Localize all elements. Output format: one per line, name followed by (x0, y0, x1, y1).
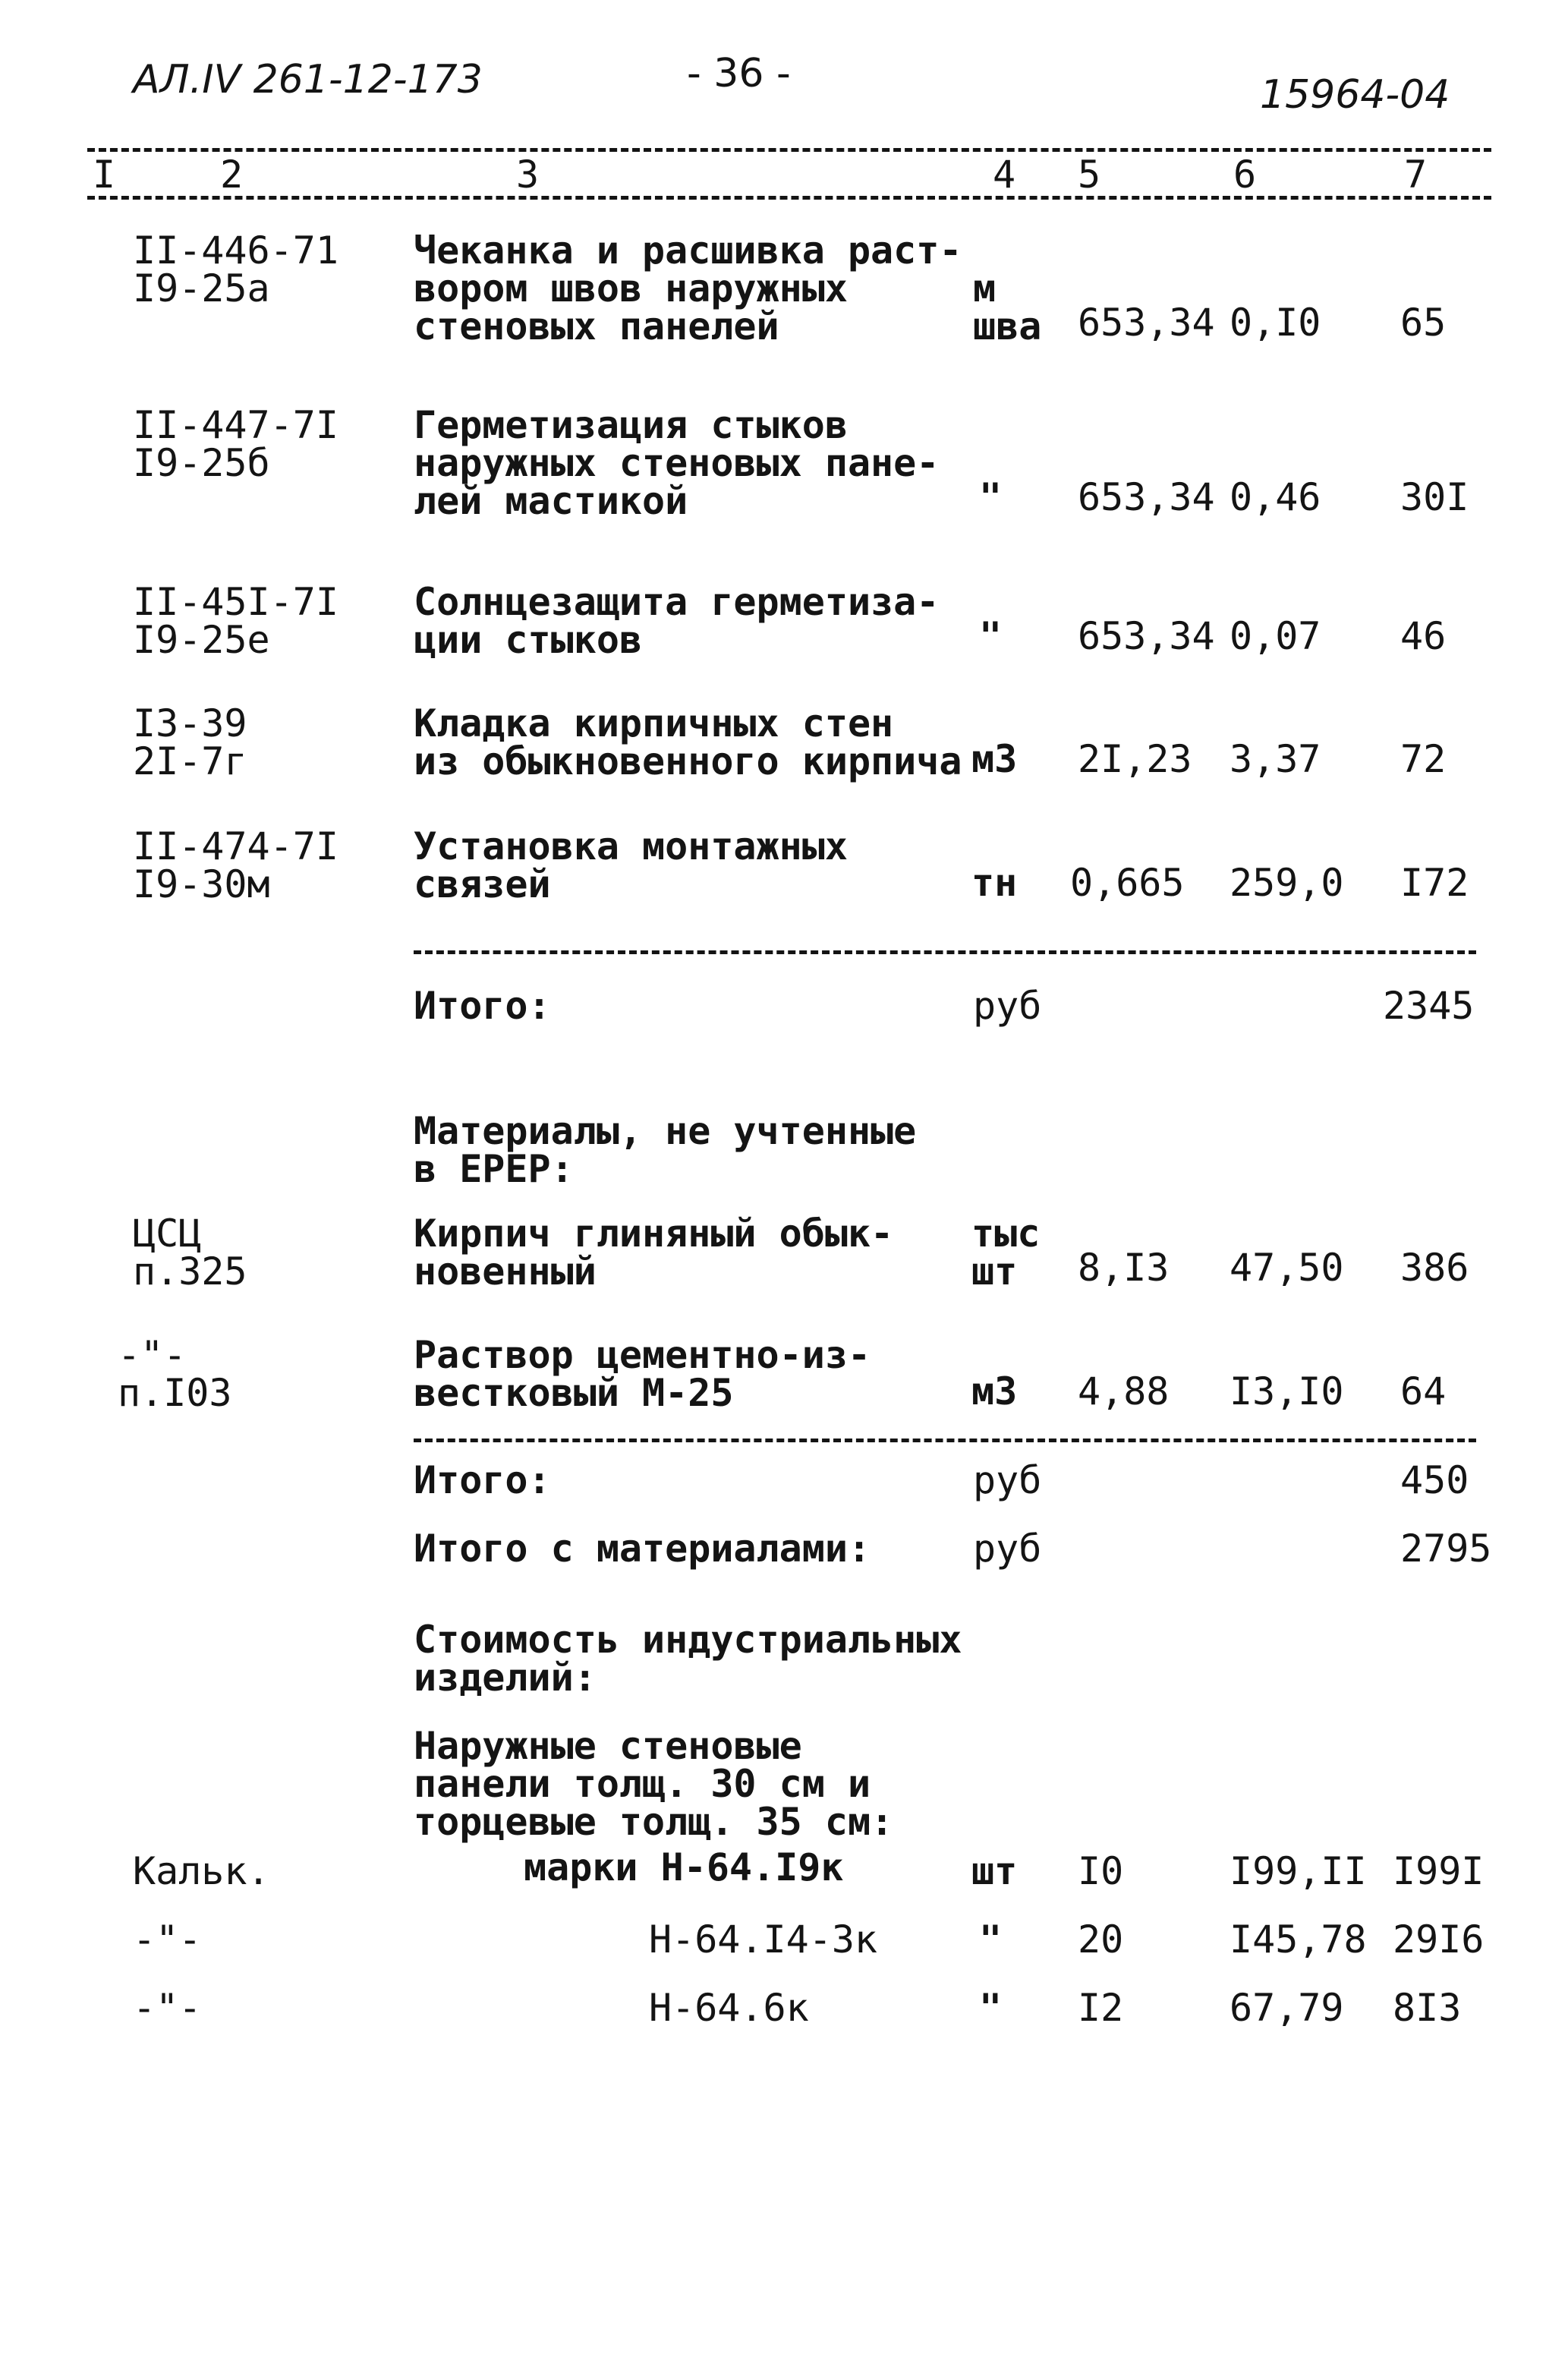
row-code: Кальк. (133, 1849, 270, 1893)
row-unit-price: I3,I0 (1230, 1369, 1344, 1413)
row-quantity: 653,34 (1078, 614, 1215, 658)
row-unit-price: I45,78 (1230, 1918, 1367, 1962)
row-quantity: 2I,23 (1078, 737, 1192, 781)
row-total: 30I (1400, 475, 1469, 519)
subtotal-label: Итого: (414, 984, 551, 1028)
row-description: Раствор цементно-из- вестковый М-25 (414, 1333, 871, 1415)
row-unit: " (979, 475, 1003, 519)
row-unit-price: 3,37 (1230, 737, 1321, 781)
row-total: 29I6 (1393, 1918, 1485, 1962)
subtotal-unit: руб (973, 1458, 1042, 1502)
row-unit: тыс шт (971, 1212, 1041, 1294)
sheet-number: 15964-04 (1260, 72, 1450, 118)
subtotal-label: Итого: (414, 1458, 551, 1502)
row-total: 386 (1400, 1246, 1469, 1290)
row-code: -"- п.I03 (118, 1333, 232, 1415)
row-code: II-474-7I I9-30м (133, 824, 338, 906)
row-code: II-446-71 I9-25а (133, 228, 338, 310)
row-total: 65 (1400, 301, 1447, 345)
row-description: марки Н-64.I9к (524, 1845, 844, 1889)
row-code: I3-39 2I-7г (133, 701, 247, 783)
row-description: Н-64.I4-3к (649, 1918, 878, 1962)
row-quantity: I0 (1078, 1849, 1124, 1893)
row-quantity: 653,34 (1078, 475, 1215, 519)
header-bottom-rule (87, 196, 1491, 200)
column-number-2: 2 (220, 153, 244, 197)
materials-heading: Материалы, не учтенные в ЕРЕР: (414, 1109, 917, 1191)
row-description: Установка монтажных связей (414, 824, 848, 906)
subtotal-total: 2795 (1400, 1527, 1492, 1571)
page-number: - 36 - (687, 51, 791, 96)
header-top-rule (87, 148, 1491, 152)
subtotal-rule (414, 1439, 1476, 1442)
subtotal-total: 2345 (1383, 984, 1475, 1028)
row-total: 72 (1400, 737, 1447, 781)
row-unit-price: 259,0 (1230, 861, 1344, 905)
row-quantity: 4,88 (1078, 1369, 1170, 1413)
row-unit-price: I99,II (1230, 1849, 1367, 1893)
subtotal-unit: руб (973, 984, 1042, 1028)
document-code: АЛ.IV 261-12-173 (133, 57, 483, 102)
row-code: II-447-7I I9-25б (133, 403, 338, 485)
row-total: 64 (1400, 1369, 1447, 1413)
row-code: -"- (133, 1986, 202, 2030)
subtotal-label: Итого с материалами: (414, 1527, 871, 1571)
row-unit: м3 (971, 737, 1018, 781)
row-unit-price: 0,07 (1230, 614, 1321, 658)
subtotal-unit: руб (973, 1527, 1042, 1571)
row-unit-price: 67,79 (1230, 1986, 1344, 2030)
row-unit: " (979, 1986, 1003, 2030)
row-unit-price: 0,I0 (1230, 301, 1321, 345)
row-unit: " (979, 1918, 1003, 1962)
column-number-3: 3 (516, 153, 540, 197)
row-description: Кладка кирпичных стен из обыкновенного кирпича (414, 701, 962, 783)
subtotal-rule (414, 950, 1476, 954)
row-quantity: I2 (1078, 1986, 1124, 2030)
panels-description: Наружные стеновые панели толщ. 30 см и торцевые толщ. 35 см: (414, 1724, 894, 1844)
row-total: I99I (1393, 1849, 1485, 1893)
column-number-4: 4 (993, 153, 1016, 197)
row-quantity: 8,I3 (1078, 1246, 1170, 1290)
row-description: Кирпич глиняный обык- новенный (414, 1212, 894, 1294)
row-total: I72 (1400, 861, 1469, 905)
row-quantity: 0,665 (1070, 861, 1185, 905)
column-number-1: I (93, 153, 116, 197)
row-code: II-45I-7I I9-25е (133, 580, 338, 662)
row-unit-price: 0,46 (1230, 475, 1321, 519)
column-number-6: 6 (1233, 153, 1257, 197)
row-unit: шт (971, 1849, 1018, 1893)
row-quantity: 20 (1078, 1918, 1124, 1962)
row-unit: м3 (971, 1369, 1018, 1413)
row-unit: тн (971, 861, 1018, 905)
row-description: Герметизация стыков наружных стеновых пане- лей мастикой (414, 403, 940, 523)
column-number-5: 5 (1078, 153, 1101, 197)
row-quantity: 653,34 (1078, 301, 1215, 345)
column-number-7: 7 (1404, 153, 1428, 197)
row-total: 46 (1400, 614, 1447, 658)
row-total: 8I3 (1393, 1986, 1462, 2030)
row-description: Н-64.6к (649, 1986, 809, 2030)
row-code: ЦСЦ п.325 (133, 1212, 247, 1294)
row-description: Чеканка и расшивка раст- вором швов наружных стеновых панелей (414, 228, 962, 348)
row-unit: м шва (973, 266, 1042, 348)
row-code: -"- (133, 1918, 202, 1962)
row-unit: " (979, 614, 1003, 658)
industrial-heading: Стоимость индустриальных изделий: (414, 1618, 962, 1700)
row-description: Солнцезащита герметиза- ции стыков (414, 580, 940, 662)
subtotal-total: 450 (1400, 1458, 1469, 1502)
row-unit-price: 47,50 (1230, 1246, 1344, 1290)
